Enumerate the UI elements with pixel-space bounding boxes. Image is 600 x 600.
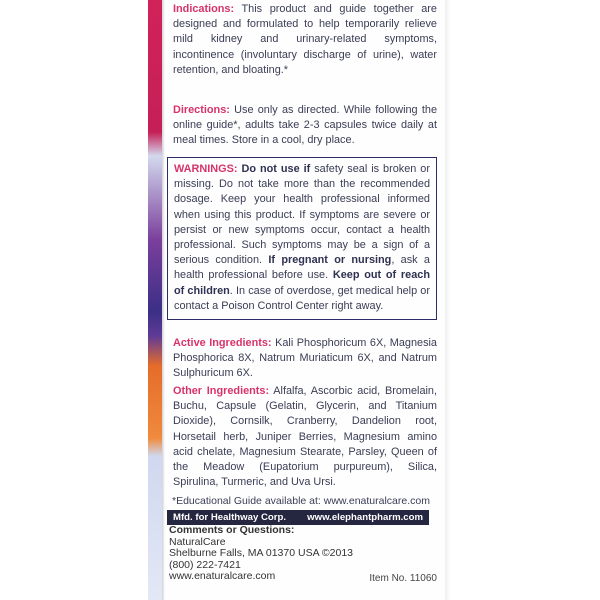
warnings-text-3: . In case of overdose, get medical help or contact a Poison Control Center right away.: [174, 284, 430, 312]
indications-heading: Indications:: [173, 3, 235, 15]
warnings-do-not-use: Do not use if: [237, 163, 311, 175]
manufacturer-text: Mfd. for Healthway Corp.: [173, 512, 286, 523]
active-ingredients-section: [173, 336, 437, 382]
warnings-children: Keep out of reach of children: [174, 269, 430, 297]
contact-website: www.enaturalcare.com: [169, 570, 276, 582]
warnings-text-2: , ask a health professional before use.: [174, 254, 430, 282]
contact-title: Comments or Questions:: [169, 524, 295, 536]
manufacturer-bar: [167, 510, 429, 525]
directions-heading: Directions:: [173, 104, 230, 116]
contact-phone: (800) 222-7421: [169, 558, 241, 571]
warnings-text-1: safety seal is broken or missing. Do not take more than the recommended dosage. Keep your health professional informed when using this product. If symptoms are severe or persist or new symptoms occur, contact a health professional. Such symptoms may be a sign of a serious condition.: [174, 163, 430, 267]
educational-guide-note: *Educational Guide available at: www.enaturalcare.com: [172, 495, 430, 507]
directions-text: Use only as directed. While following the online guide*, adults take 2-3 capsules twice daily at meal times. Store in a cool, dry place.: [173, 104, 437, 147]
indications-section: [173, 2, 437, 78]
label-panel: [165, 0, 445, 600]
directions-section: [173, 103, 437, 149]
active-ingredients-heading: Active Ingredients:: [173, 337, 272, 349]
manufacturer-url: www.elephantpharm.com: [307, 512, 423, 523]
box-side-edge: [148, 0, 162, 600]
active-ingredients-text: Kali Phosphoricum 6X, Magnesia Phosphorica 8X, Natrum Muriaticum 6X, and Natrum Sulphuricum 6X.: [173, 337, 437, 380]
other-ingredients-text: Alfalfa, Ascorbic acid, Bromelain, Buchu, Capsule (Gelatin, Glycerin, and Titanium Dioxide), Cornsilk, Cranberry, Dandelion root, Horsetail herb, Juniper Berries, Magnesium amino acid chelate, Magnesium Stearate, Parsley, Queen of the Meadow (Eupatorium purpureum), Silica, Spirulina, Turmeric, and Uva Ursi.: [173, 385, 438, 489]
contact-company: NaturalCare: [169, 535, 226, 548]
indications-text: This product and guide together are designed and formulated to help temporarily relieve mild kidney and urinary-related symptoms, incontinence (involuntary discharge of urine), water retention, and bloating.*: [173, 3, 437, 76]
item-number: Item No. 11060: [369, 573, 437, 584]
contact-address: Shelburne Falls, MA 01370 USA ©2013: [169, 547, 354, 559]
other-ingredients-section: [173, 384, 437, 490]
warnings-heading: WARNINGS:: [174, 163, 238, 175]
other-ingredients-heading: Other Ingredients:: [173, 385, 270, 397]
panel-edge-shadow: [445, 0, 451, 600]
warnings-box: [167, 157, 437, 320]
warnings-pregnant: If pregnant or nursing: [262, 254, 392, 267]
